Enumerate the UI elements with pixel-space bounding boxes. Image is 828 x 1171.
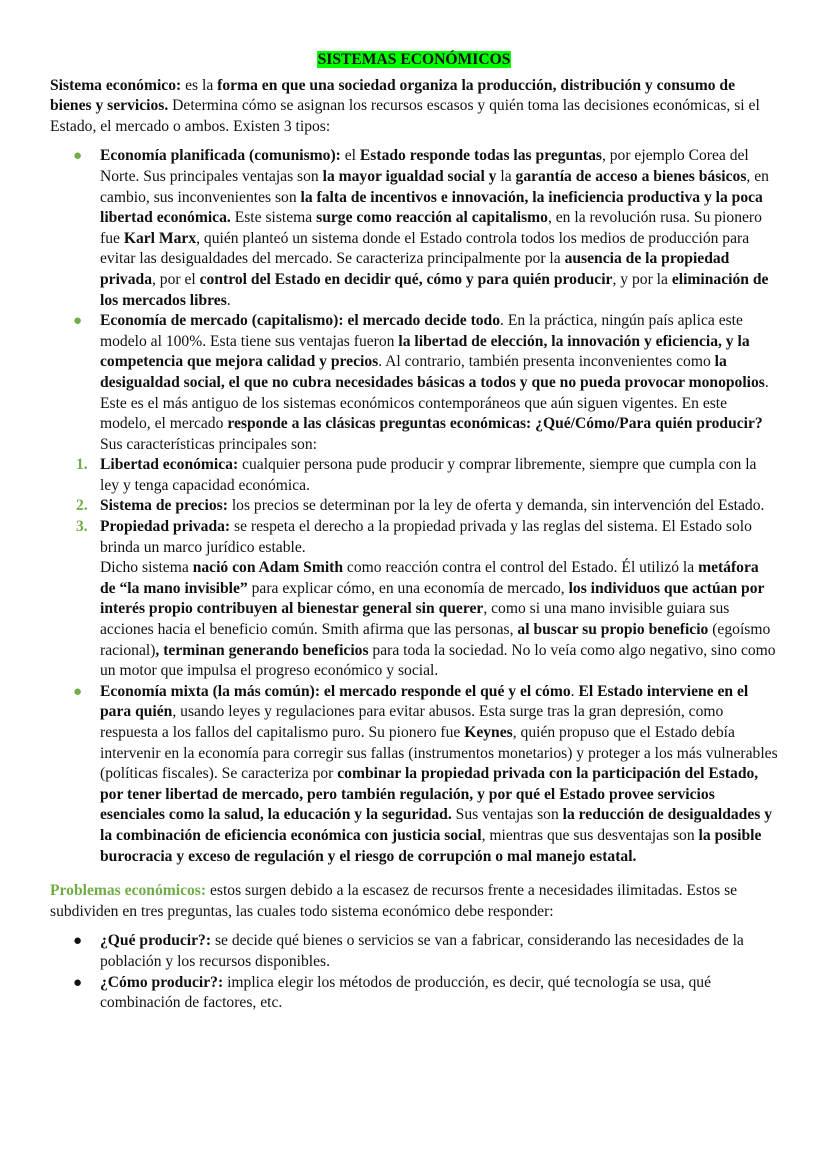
bold-text-run: Sistema económico:	[50, 76, 182, 94]
text-run: es la	[181, 76, 218, 94]
bold-text-run: al buscar su propio beneficio	[517, 621, 709, 639]
bold-text-run: , terminan generando beneficios	[155, 641, 369, 659]
text-run: , quién planteó un sistema donde el Estado controla todos los medios de producción para evitar las desigualdades del mercado. Se caracteriza principalmente por la	[100, 229, 750, 268]
bold-text-run: forma en que una sociedad organiza la producción, distribución y consumo de bienes y servicios.	[50, 76, 735, 115]
bold-text-run: Propiedad privada:	[100, 518, 231, 536]
numbered-item	[50, 455, 778, 496]
text-run: , quién propuso que el Estado debía intervenir en la economía para corregir sus fallas (instrumentos monetarios) y proteger a los más vulnerables (políticas fiscales). Se caracteriza por	[100, 724, 778, 783]
text-run: la	[496, 167, 516, 185]
text-run: cualquier persona pude producir y comprar libremente, siempre que cumpla con la ley y tenga capacidad económica.	[100, 456, 757, 494]
intro-paragraph	[50, 76, 778, 138]
bold-text-run: ausencia de la propiedad privada	[100, 250, 730, 288]
bold-text-run: combinar la propiedad privada con la participación del Estado, por tener libertad de mercado, pero también regulación, y por qué el Estado provee servicios esenciales como la salud, la educación y la seguridad.	[100, 765, 759, 824]
text-run: , en cambio, sus inconvenientes son	[100, 167, 769, 206]
text-run: el	[340, 147, 360, 165]
bold-text-run: eliminación de los mercados libres	[100, 270, 769, 309]
text-run: , usando leyes y regulaciones para evitar abusos. Esta surge tras la gran depresión, como respuesta a los fallos del capitalismo puro. Su pionero fue	[100, 703, 724, 741]
text-run: para explicar cómo, en una economía de mercado,	[247, 579, 569, 597]
bold-text-run: Sistema de precios:	[100, 497, 228, 515]
bold-text-run: la desigualdad social, el que no cubra necesidades básicas a todos y que no pueda provocar monopolios	[100, 353, 765, 391]
document-page	[50, 50, 778, 1014]
bold-text-run: Estado responde todas las preguntas	[359, 147, 602, 165]
list-item-pregunta: ● ¿Cómo producir?: implica elegir los métodos de producción, es decir, qué tecnología se usa, qué combinación de factores, etc.	[73, 973, 712, 1012]
list-item-mixta	[50, 682, 778, 867]
bullet-icon: ●	[73, 933, 83, 950]
numbered-item	[50, 517, 778, 558]
bold-text-run: la mayor igualdad social y	[322, 167, 497, 185]
text-run: Sus ventajas son	[451, 806, 563, 824]
bold-text-run: los individuos que actúan por interés propio contribuyen al bienestar general sin querer	[100, 579, 765, 618]
text-run: (egoísmo racional)	[100, 621, 771, 659]
text-run: Dicho sistema	[100, 559, 193, 577]
bold-text-run: control del Estado en decidir qué, cómo y para quién producir	[199, 270, 613, 288]
preguntas-list	[50, 931, 778, 1013]
text-run: , mientras que sus desventajas son	[481, 826, 699, 844]
text-run: . Al contrario, también presenta inconvenientes como	[378, 353, 715, 371]
list-number: 2.	[76, 497, 88, 515]
text-run: los precios se determinan por la ley de oferta y demanda, sin intervención del Estado.	[227, 497, 765, 515]
list-item-mercado	[50, 311, 778, 435]
bullet-icon: ●	[73, 148, 83, 165]
text-run: , por el	[152, 270, 200, 288]
list-item-planificada	[50, 146, 778, 311]
list-number: 1.	[76, 456, 88, 474]
text-run: . Este es el más antiguo de los sistemas económicos contemporáneos que aún siguen vigentes. En este modelo, el mercado	[100, 373, 769, 433]
text-run: se respeta el derecho a la propiedad privada y las reglas del sistema. El Estado solo brinda un marco jurídico estable.	[100, 518, 752, 556]
economic-systems-list	[50, 146, 778, 867]
bold-text-run: garantía de acceso a bienes básicos	[515, 167, 747, 185]
text-run: , y por la	[612, 270, 672, 288]
caracteristicas-intro: Sus características principales son:	[100, 435, 317, 453]
bold-text-run: El Estado interviene en el para quién	[100, 682, 749, 721]
text-run: . En la práctica, ningún país aplica este modelo al 100%. Esta tiene sus ventajas fueron	[100, 312, 743, 350]
bold-text-run: nació con Adam Smith	[192, 559, 344, 577]
bullet-icon: ●	[73, 974, 83, 991]
text-run: .	[570, 682, 579, 700]
bold-text-run: la libertad de elección, la innovación y eficiencia, y la competencia que mejora calidad y precios	[100, 332, 750, 371]
bold-text-run: Keynes	[464, 724, 513, 741]
list-number: 3.	[76, 518, 88, 536]
bold-text-run: la posible burocracia y exceso de regulación y el riesgo de corrupción o mal manejo estatal.	[100, 826, 762, 865]
bold-text-run: la falta de incentivos e innovación, la ineficiencia productiva y la poca libertad económica.	[100, 188, 763, 227]
bold-text-run: surge como reacción al capitalismo	[316, 209, 548, 227]
text-run: como reacción contra el control del Estado. Él utilizó la	[343, 559, 699, 577]
bullet-icon: ●	[73, 313, 83, 330]
problemas-paragraph: Problemas económicos: estos surgen debido a la escasez de recursos frente a necesidades ilimitadas. Estos se subdividen en tres preguntas, las cuales todo sistema económico debe responder:	[50, 882, 738, 920]
text-run: Este sistema	[230, 209, 317, 227]
text-run: para toda la sociedad. No lo veía como algo negativo, sino como un motor que impulsa el progreso económico y social.	[100, 641, 776, 680]
bold-text-run: metáfora de “la mano invisible”	[100, 559, 759, 597]
text-run: , por ejemplo Corea del Norte. Sus principales ventajas son	[100, 147, 749, 185]
bullet-icon: ●	[73, 683, 83, 700]
problemas-label: Problemas económicos:	[50, 882, 207, 900]
bold-text-run: Economía de mercado (capitalismo): el mercado decide todo	[100, 312, 501, 330]
numbered-item	[50, 496, 778, 517]
list-item-pregunta: ● ¿Qué producir?: se decide qué bienes o servicios se van a fabricar, considerando las necesidades de la población y los recursos disponibles.	[73, 932, 744, 970]
bold-text-run: Economía planificada (comunismo):	[100, 147, 341, 165]
bold-text-run: Economía mixta (la más común): el mercado responde el qué y el cómo	[100, 682, 571, 700]
adam-smith-paragraph	[50, 558, 778, 682]
bold-text-run: la reducción de desigualdades y la combinación de eficiencia económica con justicia social	[100, 806, 773, 844]
document-title: SISTEMAS ECONÓMICOS	[317, 51, 511, 68]
bold-text-run: Libertad económica:	[100, 456, 239, 474]
text-run: , como si una mano invisible guiara sus acciones hacia el beneficio común. Smith afirma que las personas,	[100, 600, 730, 639]
text-run: .	[226, 291, 231, 309]
text-run: Determina cómo se asignan los recursos escasos y quién toma las decisiones económicas, si el Estado, el mercado o ambos. Existen 3 tipos:	[50, 97, 760, 135]
bold-text-run: Karl Marx	[123, 229, 197, 247]
bold-text-run: responde a las clásicas preguntas económicas: ¿Qué/Cómo/Para quién producir?	[227, 415, 763, 433]
text-run: , en la revolución rusa. Su pionero fue	[100, 209, 762, 247]
